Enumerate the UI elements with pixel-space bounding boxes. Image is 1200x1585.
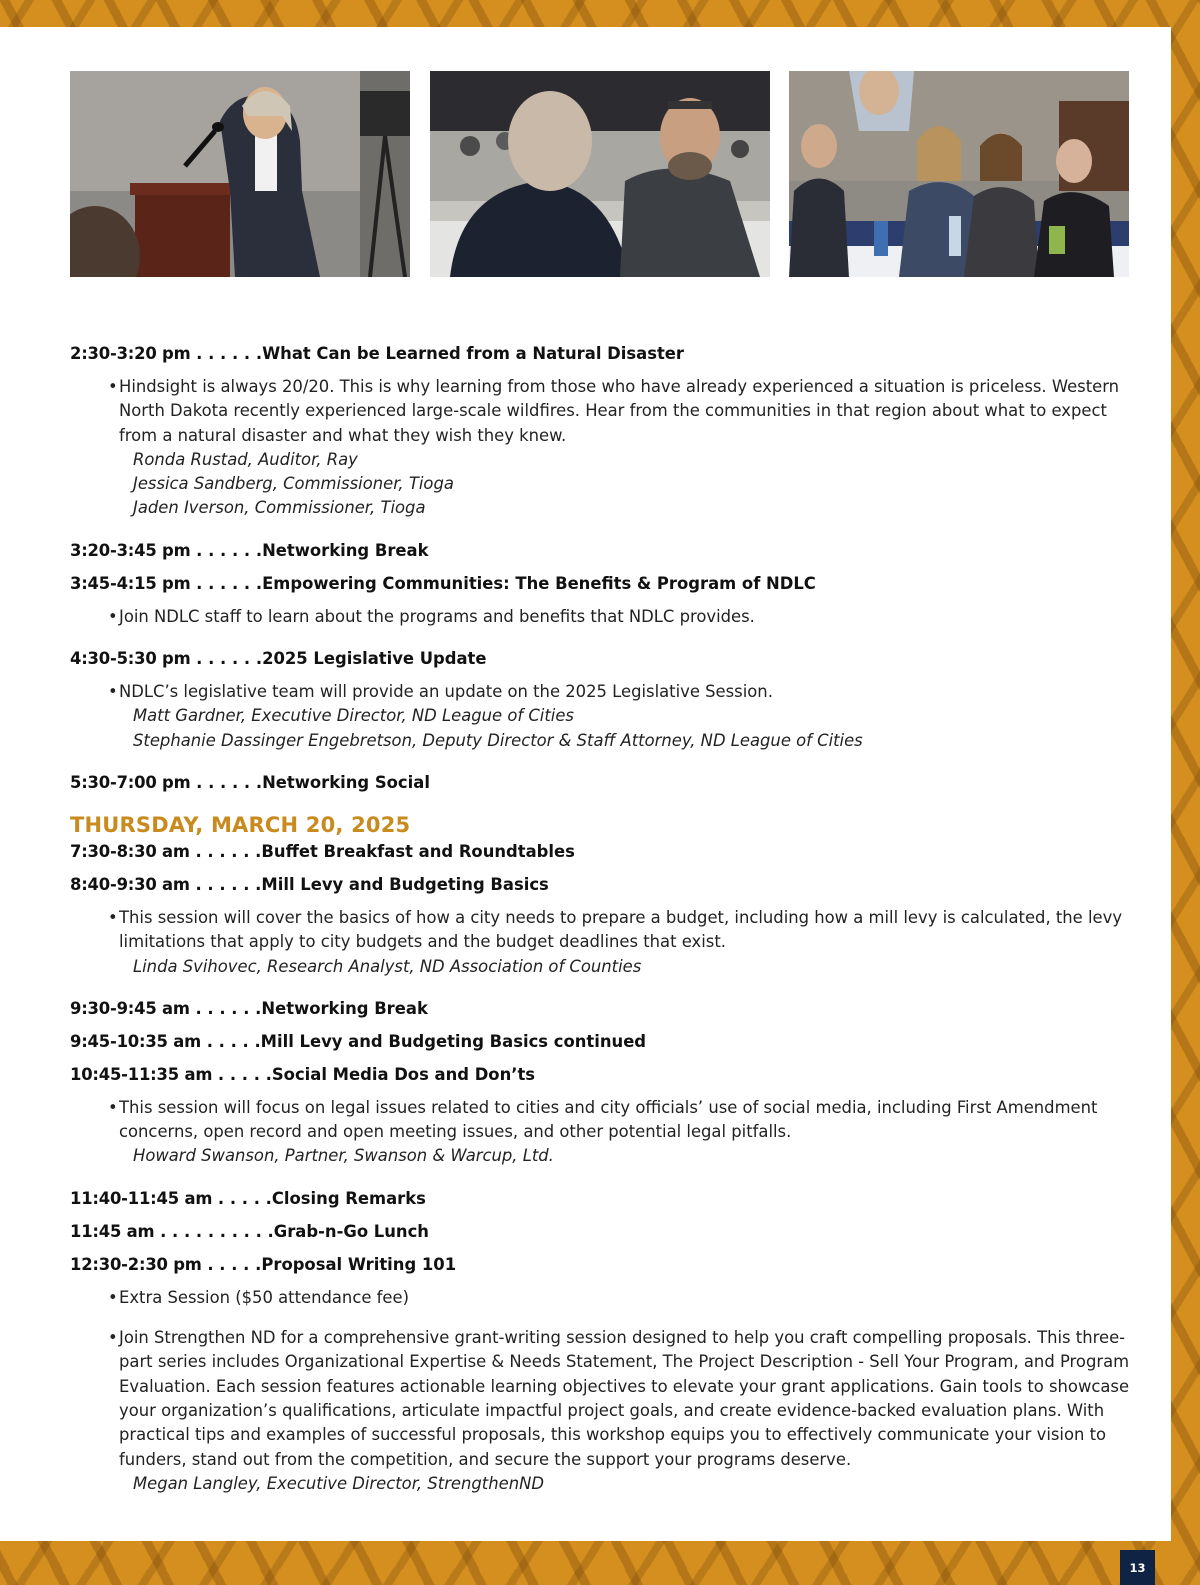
speaker-name: Jaden Iverson, Commissioner, Tioga bbox=[133, 498, 426, 518]
bullet-dot: • bbox=[108, 1328, 118, 1348]
session-row bbox=[70, 572, 1130, 596]
session-row bbox=[70, 539, 1130, 563]
agenda-page bbox=[0, 27, 1171, 1575]
description-text: This session will focus on legal issues related to cities and city officials’ use of social media, including First Amendment concerns, open record and open meeting issues, and other potential legal pitfalls. bbox=[119, 1097, 1098, 1142]
session-row bbox=[70, 873, 1130, 897]
session-description bbox=[70, 1326, 1130, 1472]
audience-panel-photo bbox=[789, 71, 1129, 277]
session-title: Closing Remarks bbox=[271, 1188, 426, 1208]
speaker-name: Jessica Sandberg, Commissioner, Tioga bbox=[133, 474, 454, 494]
description-text: Join Strengthen ND for a comprehensive grant-writing session designed to help you craft compelling proposals. This three-part series includes Organizational Expertise & Needs Statement, The Project Description - Sell Your Program, and Program Evaluation. Each session features actionable learning objectives to elevate your grant applications. Gain tools to showcase your organization’s qualifications, articulate impactful project goals, and create evidence-backed evaluation plans. With practical tips and examples of successful proposals, this workshop equips you to effectively communicate your vision to funders, stand out from the competition, and secure the support your programs deserve. bbox=[119, 1328, 1130, 1469]
day-heading: THURSDAY, MARCH 20, 2025 bbox=[70, 812, 411, 837]
session-title: 2025 Legislative Update bbox=[262, 649, 487, 669]
session-time: 5:30-7:00 pm bbox=[70, 772, 191, 792]
speaker-name: Matt Gardner, Executive Director, ND League of Cities bbox=[133, 706, 574, 726]
dot-leader: . . . . . . bbox=[189, 998, 262, 1018]
session-row bbox=[70, 647, 1130, 671]
dot-leader: . . . . . bbox=[212, 1064, 272, 1084]
session-row bbox=[70, 771, 1130, 795]
session-row bbox=[70, 1030, 1130, 1054]
session-time: 2:30-3:20 pm bbox=[70, 344, 191, 363]
session-time: 7:30-8:30 am bbox=[70, 841, 190, 861]
session-title: Networking Break bbox=[262, 540, 429, 560]
bullet-dot: • bbox=[108, 682, 118, 702]
session-title: What Can be Learned from a Natural Disaster bbox=[262, 344, 684, 363]
dot-leader: . . . . . bbox=[201, 1254, 262, 1274]
session-row bbox=[70, 1063, 1130, 1087]
session-time: 3:45-4:15 pm bbox=[70, 573, 191, 593]
description-text: Join NDLC staff to learn about the programs and benefits that NDLC provides. bbox=[119, 606, 755, 626]
session-row bbox=[70, 1220, 1130, 1244]
bullet-dot: • bbox=[108, 377, 118, 396]
wednesday-sessions bbox=[70, 342, 1130, 795]
dot-leader: . . . . . . bbox=[189, 841, 262, 861]
speaker-name: Ronda Rustad, Auditor, Ray bbox=[133, 449, 358, 469]
session-description bbox=[70, 1286, 1130, 1310]
description-text: This session will cover the basics of how a city needs to prepare a budget, including how a mill levy is calculated, the levy limitations that apply to city budgets and the budget deadlines that exist. bbox=[119, 907, 1123, 952]
session-time: 8:40-9:30 am bbox=[70, 874, 190, 894]
dot-leader: . . . . . bbox=[201, 1031, 261, 1051]
dot-leader: . . . . . . bbox=[190, 772, 263, 792]
dot-leader: . . . . . bbox=[212, 1188, 272, 1208]
dot-leader: . . . . . . bbox=[190, 573, 263, 593]
speaker-name: Megan Langley, Executive Director, StrengthenND bbox=[133, 1473, 544, 1493]
bullet-dot: • bbox=[108, 907, 118, 927]
bullet-dot: • bbox=[108, 1287, 118, 1307]
session-row bbox=[70, 997, 1130, 1021]
agenda-content bbox=[70, 313, 1130, 1496]
bullet-dot: • bbox=[108, 1097, 118, 1117]
session-time: 9:30-9:45 am bbox=[70, 998, 190, 1018]
session-title: Buffet Breakfast and Roundtables bbox=[261, 841, 575, 861]
description-text: Hindsight is always 20/20. This is why learning from those who have already experienced a situation is priceless. Western North Dakota recently experienced large-scale wildfires. Hear from the communities in that region about what to expect from a natural disaster and what they wish they knew. bbox=[119, 377, 1120, 445]
speaker-name: Stephanie Dassinger Engebretson, Deputy Director & Staff Attorney, ND League of Cities bbox=[133, 730, 863, 750]
photo-strip bbox=[70, 71, 1129, 277]
session-title: Empowering Communities: The Benefits & Program of NDLC bbox=[262, 573, 816, 593]
session-title: Networking Social bbox=[262, 772, 430, 792]
session-time: 3:20-3:45 pm bbox=[70, 540, 191, 560]
speaker-name: Howard Swanson, Partner, Swanson & Warcup, Ltd. bbox=[133, 1146, 554, 1166]
dot-leader: . . . . . . bbox=[190, 649, 263, 669]
session-row bbox=[70, 1253, 1130, 1277]
attendees-at-table-photo bbox=[430, 71, 770, 277]
bullet-dot: • bbox=[108, 606, 118, 626]
page-number: 13 bbox=[1120, 1550, 1155, 1585]
session-row bbox=[70, 342, 1130, 366]
session-title: Social Media Dos and Don’ts bbox=[271, 1064, 536, 1084]
session-title: Mill Levy and Budgeting Basics bbox=[261, 874, 549, 894]
session-description bbox=[70, 1096, 1130, 1145]
session-time: 10:45-11:35 am bbox=[70, 1064, 213, 1084]
session-row bbox=[70, 840, 1130, 864]
session-title: Grab-n-Go Lunch bbox=[273, 1221, 429, 1241]
session-time: 9:45-10:35 am bbox=[70, 1031, 201, 1051]
dot-leader: . . . . . . bbox=[190, 344, 263, 363]
session-title: Networking Break bbox=[261, 998, 428, 1018]
session-description bbox=[70, 375, 1130, 448]
session-description bbox=[70, 906, 1130, 955]
speaker-name: Linda Svihovec, Research Analyst, ND Association of Counties bbox=[133, 956, 642, 976]
session-description bbox=[70, 605, 1130, 629]
session-title: Mill Levy and Budgeting Basics continued bbox=[260, 1031, 647, 1051]
description-text: NDLC’s legislative team will provide an update on the 2025 Legislative Session. bbox=[119, 682, 773, 702]
dot-leader: . . . . . . bbox=[190, 540, 263, 560]
thursday-sessions bbox=[70, 840, 1130, 1496]
session-row bbox=[70, 1187, 1130, 1211]
session-description bbox=[70, 680, 1130, 704]
speaker-at-podium-photo bbox=[70, 71, 410, 277]
session-time: 12:30-2:30 pm bbox=[70, 1254, 202, 1274]
session-time: 11:45 am bbox=[70, 1221, 155, 1241]
dot-leader: . . . . . . bbox=[189, 874, 262, 894]
session-title: Proposal Writing 101 bbox=[261, 1254, 457, 1274]
dot-leader: . . . . . . . . . . bbox=[154, 1221, 274, 1241]
description-text: Extra Session ($50 attendance fee) bbox=[119, 1287, 409, 1307]
session-time: 11:40-11:45 am bbox=[70, 1188, 213, 1208]
session-time: 4:30-5:30 pm bbox=[70, 649, 191, 669]
